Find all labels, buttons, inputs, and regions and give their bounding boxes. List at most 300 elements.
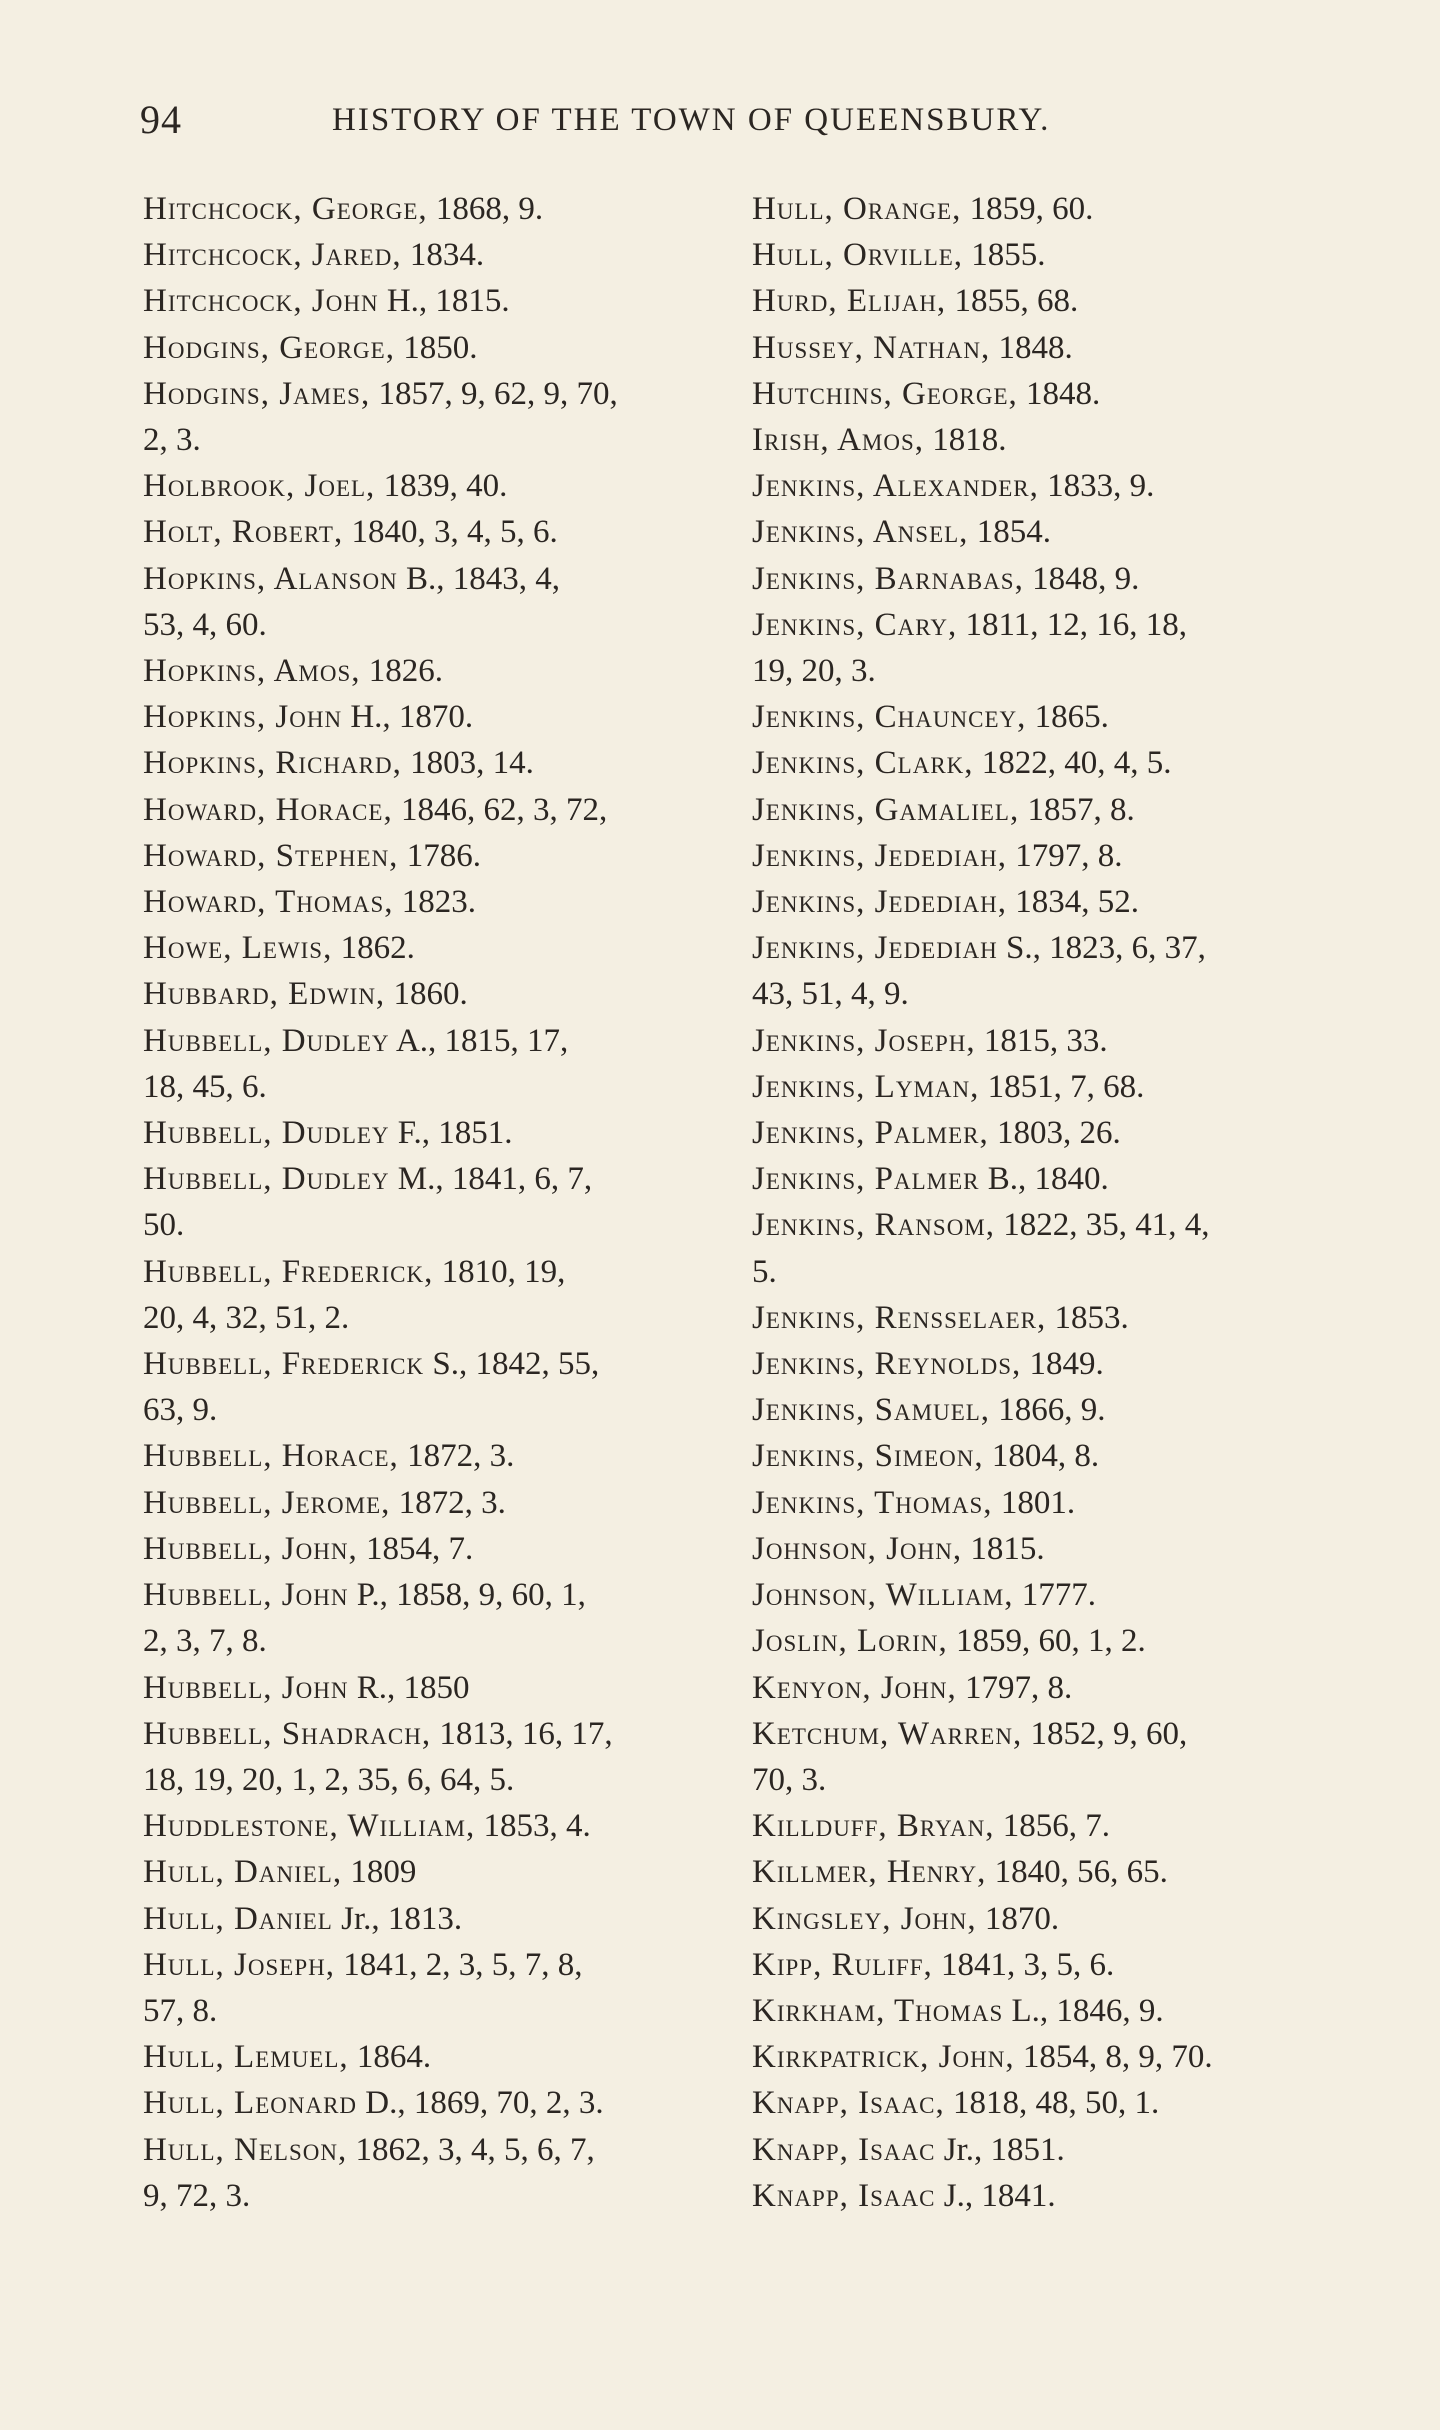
index-entry-years: 1777. xyxy=(1021,1577,1096,1614)
index-entry-first-line xyxy=(752,1018,1352,1064)
index-entry-name: Knapp, Isaac xyxy=(752,2177,936,2214)
index-entry-years: 1870. xyxy=(984,1900,1060,1937)
index-entry-years: 1840, 3, 4, 5, 6. xyxy=(351,514,558,551)
index-entry-years: M., 1841, 6, 7, xyxy=(397,1161,593,1198)
index-entry xyxy=(143,1433,763,1479)
index-entry-continuation xyxy=(752,971,1352,1017)
index-entry-name: Holt, Robert, xyxy=(143,514,344,551)
index-entry xyxy=(143,278,763,324)
index-entry xyxy=(752,1618,1352,1664)
index-entry-name: Ketchum, Warren, xyxy=(752,1715,1023,1752)
index-entry xyxy=(143,556,763,648)
index-entry-first-line xyxy=(752,833,1352,879)
index-entry-years: 1822, 40, 4, 5. xyxy=(981,745,1172,782)
index-entry xyxy=(143,787,763,833)
index-entry-continuation xyxy=(143,1295,763,1341)
index-entry-years: 1848, 9. xyxy=(1032,560,1140,597)
index-entry-first-line xyxy=(752,1896,1352,1942)
index-entry-years: 1804, 8. xyxy=(991,1438,1100,1475)
index-entry-years: 9, 72, 3. xyxy=(143,2177,251,2214)
index-entry-name: Johnson, William, xyxy=(752,1577,1014,1614)
index-entry-first-line xyxy=(752,2080,1352,2126)
index-entry xyxy=(143,2080,763,2126)
index-entry-continuation xyxy=(752,648,1352,694)
index-entry-name: Jenkins, Palmer, xyxy=(752,1115,989,1152)
index-entry-years: 1848. xyxy=(1026,375,1101,412)
index-entry-years: 18, 19, 20, 1, 2, 35, 6, 64, 5. xyxy=(143,1761,515,1798)
index-entry xyxy=(752,1572,1352,1618)
index-entry-first-line xyxy=(752,1665,1352,1711)
index-entry-continuation xyxy=(143,1757,763,1803)
index-entry-years: 1815, 33. xyxy=(983,1022,1108,1059)
index-entry xyxy=(752,1433,1352,1479)
index-entry-years: Jr., 1813. xyxy=(341,1900,463,1937)
index-entry xyxy=(752,509,1352,555)
index-entry-first-line xyxy=(752,1341,1352,1387)
index-entry-years: 1818. xyxy=(932,422,1007,459)
index-entry xyxy=(143,2127,763,2219)
index-entry-name: Hubbell, John xyxy=(143,1669,349,1706)
index-entry-years: 1854. xyxy=(976,514,1051,551)
index-entry-years: 1850. xyxy=(403,329,478,366)
index-entry-name: Jenkins, Alexander, xyxy=(752,468,1039,505)
index-entry-first-line xyxy=(752,1572,1352,1618)
index-entry-name: Holbrook, Joel, xyxy=(143,468,376,505)
index-entry-years: B., 1840. xyxy=(987,1161,1109,1198)
index-entry xyxy=(752,2034,1352,2080)
index-entry-continuation xyxy=(752,1249,1352,1295)
index-entry-first-line xyxy=(143,1665,763,1711)
index-entry-name: Hitchcock, George, xyxy=(143,191,428,227)
index-entry-name: Joslin, Lorin, xyxy=(752,1623,948,1660)
index-entry-name: Howard, Horace, xyxy=(143,791,393,828)
index-entry-years: 19, 20, 3. xyxy=(752,653,876,690)
index-entry-years: 1862. xyxy=(340,930,415,967)
index-entry-first-line xyxy=(143,833,763,879)
index-entry-name: Killmer, Henry, xyxy=(752,1854,987,1891)
index-entry xyxy=(752,1942,1352,1988)
index-entry xyxy=(752,1110,1352,1156)
index-entry-name: Hubbell, John xyxy=(143,1577,349,1614)
index-entry xyxy=(752,1803,1352,1849)
index-entry-years: 1872, 3. xyxy=(407,1438,515,1475)
index-entry-years: 1833, 9. xyxy=(1047,468,1155,505)
index-entry-first-line xyxy=(752,417,1352,463)
index-entry-years: 1822, 35, 41, 4, xyxy=(1003,1207,1210,1244)
index-entry-continuation xyxy=(143,1202,763,1248)
index-entry-name: Hussey, Nathan, xyxy=(752,329,991,366)
index-entry-first-line xyxy=(143,1480,763,1526)
index-entry-first-line xyxy=(752,1156,1352,1202)
index-entry xyxy=(752,1064,1352,1110)
index-entry-years: 1813, 16, 17, xyxy=(439,1715,613,1752)
index-entry-first-line xyxy=(143,2080,763,2126)
index-entry xyxy=(143,694,763,740)
index-entry-first-line xyxy=(752,325,1352,371)
index-entry-first-line xyxy=(752,1433,1352,1479)
index-entry-years: 1803, 26. xyxy=(997,1115,1121,1152)
index-entry-name: Hubbell, Shadrach, xyxy=(143,1715,432,1752)
index-entry-years: S., 1842, 55, xyxy=(432,1346,600,1383)
index-entry-first-line xyxy=(143,2034,763,2080)
index-entry-first-line xyxy=(143,1803,763,1849)
index-entry-first-line xyxy=(143,556,763,602)
index-entry xyxy=(143,1711,763,1803)
index-entry-years: 57, 8. xyxy=(143,1992,218,2029)
index-entry xyxy=(752,1896,1352,1942)
index-entry-years: R., 1850 xyxy=(356,1669,470,1706)
index-entry-years: 1818, 48, 50, 1. xyxy=(952,2085,1160,2122)
index-entry-first-line xyxy=(752,1849,1352,1895)
index-entry xyxy=(752,1387,1352,1433)
index-entry-name: Jenkins, Cary, xyxy=(752,606,958,643)
index-entry-years: 1841, 3, 5, 6. xyxy=(941,1946,1115,1983)
index-entry-name: Jenkins, Barnabas, xyxy=(752,560,1024,597)
index-entry-first-line xyxy=(143,2127,763,2173)
index-entry-first-line xyxy=(143,325,763,371)
index-entry-name: Johnson, John, xyxy=(752,1530,963,1567)
index-entry-years: 50. xyxy=(143,1207,185,1244)
index-entry-years: 1853, 4. xyxy=(483,1808,591,1845)
index-entry xyxy=(143,325,763,371)
index-entry-years: 1865. xyxy=(1034,699,1109,736)
index-entry-first-line xyxy=(143,694,763,740)
index-entry-years: L., 1846, 9. xyxy=(1011,1992,1164,2029)
index-entry-first-line xyxy=(752,232,1352,278)
index-entry-years: 1868, 9. xyxy=(435,191,544,227)
index-entry-name: Huddlestone, William, xyxy=(143,1808,476,1845)
index-entry-continuation xyxy=(143,1387,763,1433)
index-entry-name: Jenkins, Jedediah xyxy=(752,930,998,967)
index-entry-name: Hopkins, Alanson xyxy=(143,560,398,597)
index-entry-first-line xyxy=(143,1942,763,1988)
index-entry xyxy=(752,1018,1352,1064)
index-entry-years: 1853. xyxy=(1054,1299,1129,1336)
index-entry xyxy=(143,1572,763,1664)
index-entry-name: Hodgins, James, xyxy=(143,375,371,412)
index-entry xyxy=(752,602,1352,694)
index-entry-first-line xyxy=(752,556,1352,602)
index-entry-first-line xyxy=(752,1202,1352,1248)
index-entry-first-line xyxy=(143,1526,763,1572)
index-entry xyxy=(143,925,763,971)
index-entry-name: Jenkins, Ransom, xyxy=(752,1207,996,1244)
index-entry xyxy=(143,1896,763,1942)
index-entry-name: Jenkins, Simeon, xyxy=(752,1438,984,1475)
index-column-right xyxy=(752,186,1352,2219)
index-entry-years: 1862, 3, 4, 5, 6, 7, xyxy=(355,2131,595,2168)
index-entry-first-line xyxy=(143,371,763,417)
index-entry-name: Hopkins, John xyxy=(143,699,343,736)
index-entry-years: H., 1815. xyxy=(386,283,510,320)
index-entry-continuation xyxy=(143,1618,763,1664)
index-entry-years: 20, 4, 32, 51, 2. xyxy=(143,1299,350,1336)
index-entry xyxy=(752,1988,1352,2034)
index-entry xyxy=(752,1849,1352,1895)
index-entry-name: Jenkins, Gamaliel, xyxy=(752,791,1020,828)
index-entry-first-line xyxy=(752,1110,1352,1156)
index-entry xyxy=(143,463,763,509)
index-entry-name: Jenkins, Palmer xyxy=(752,1161,980,1198)
index-entry xyxy=(143,833,763,879)
index-entry xyxy=(752,556,1352,602)
index-entry-name: Hitchcock, Jared, xyxy=(143,237,402,274)
index-entry-years: 63, 9. xyxy=(143,1392,218,1429)
index-entry-name: Jenkins, Lyman, xyxy=(752,1068,980,1105)
index-entry xyxy=(143,971,763,1017)
index-entry-first-line xyxy=(752,371,1352,417)
index-entry-years: 1856, 7. xyxy=(1002,1808,1111,1845)
index-entry-years: F., 1851. xyxy=(397,1115,513,1152)
index-entry-years: 1872, 3. xyxy=(398,1484,506,1521)
index-entry-name: Jenkins, Rensselaer, xyxy=(752,1299,1047,1336)
index-entry xyxy=(143,879,763,925)
index-entry xyxy=(752,463,1352,509)
index-entry-name: Hull, Joseph, xyxy=(143,1946,335,1983)
index-entry-years: 1840, 56, 65. xyxy=(994,1854,1168,1891)
index-entry-continuation xyxy=(143,2173,763,2219)
index-entry xyxy=(752,371,1352,417)
index-entry xyxy=(752,833,1352,879)
index-entry-continuation xyxy=(752,1757,1352,1803)
index-entry-years: 1848. xyxy=(998,329,1073,366)
index-entry-name: Knapp, Isaac, xyxy=(752,2085,945,2122)
index-entry-years: 1857, 8. xyxy=(1027,791,1135,828)
index-entry-years: 1855. xyxy=(971,237,1046,274)
index-entry xyxy=(752,1341,1352,1387)
index-entry-years: B., 1843, 4, xyxy=(405,560,560,597)
index-entry xyxy=(752,925,1352,1017)
index-entry xyxy=(143,1156,763,1248)
index-entry-continuation xyxy=(143,417,763,463)
index-entry-years: 1849. xyxy=(1029,1346,1104,1383)
index-entry-years: P., 1858, 9, 60, 1, xyxy=(356,1577,586,1614)
index-entry-first-line xyxy=(143,1711,763,1757)
index-entry xyxy=(752,1526,1352,1572)
index-entry-first-line xyxy=(143,509,763,555)
index-entry-first-line xyxy=(752,602,1352,648)
index-entry-years: Jr., 1851. xyxy=(943,2131,1065,2168)
index-entry-name: Hopkins, Amos, xyxy=(143,653,361,690)
index-entry-first-line xyxy=(752,1295,1352,1341)
index-entry-years: 1797, 8. xyxy=(1015,837,1123,874)
index-entry xyxy=(143,1803,763,1849)
index-entry-name: Hull, Leonard xyxy=(143,2085,358,2122)
index-entry-first-line xyxy=(143,1572,763,1618)
index-entry-years: 5. xyxy=(752,1253,777,1290)
index-entry xyxy=(752,1480,1352,1526)
index-entry-name: Jenkins, Jedediah, xyxy=(752,837,1007,874)
index-entry-years: 1811, 12, 16, 18, xyxy=(965,606,1188,643)
index-entry-first-line xyxy=(143,186,763,232)
index-entry xyxy=(143,232,763,278)
index-entry xyxy=(143,1849,763,1895)
index-entry-first-line xyxy=(752,1526,1352,1572)
index-entry-first-line xyxy=(752,1480,1352,1526)
index-entry xyxy=(143,1249,763,1341)
index-entry-first-line xyxy=(143,1341,763,1387)
index-entry xyxy=(143,1665,763,1711)
index-entry xyxy=(752,2080,1352,2126)
index-entry-years: 43, 51, 4, 9. xyxy=(752,976,909,1013)
index-entry-first-line xyxy=(143,1018,763,1064)
index-entry-name: Kenyon, John, xyxy=(752,1669,957,1706)
index-entry xyxy=(752,879,1352,925)
index-entry-years: 2, 3, 7, 8. xyxy=(143,1623,267,1660)
index-entry-first-line xyxy=(752,2173,1352,2219)
index-entry xyxy=(143,186,763,232)
index-entry-years: 1866, 9. xyxy=(998,1392,1106,1429)
index-entry-years: 18, 45, 6. xyxy=(143,1068,267,1105)
index-entry-years: 1852, 9, 60, xyxy=(1030,1715,1188,1752)
index-entry xyxy=(143,648,763,694)
index-entry-name: Hitchcock, John xyxy=(143,283,379,320)
index-entry-first-line xyxy=(143,232,763,278)
index-entry xyxy=(143,1110,763,1156)
index-entry-years: 53, 4, 60. xyxy=(143,606,267,643)
index-entry-name: Killduff, Bryan, xyxy=(752,1808,995,1845)
index-entry-first-line xyxy=(752,787,1352,833)
index-entry-name: Jenkins, Clark, xyxy=(752,745,974,782)
index-entry xyxy=(752,694,1352,740)
index-entry-years: 1860. xyxy=(393,976,468,1013)
index-entry xyxy=(752,1665,1352,1711)
index-entry-years: 1803, 14. xyxy=(410,745,534,782)
index-entry-first-line xyxy=(752,1711,1352,1757)
index-entry-name: Hull, Nelson, xyxy=(143,2131,348,2168)
index-entry-name: Hubbell, Frederick xyxy=(143,1346,425,1383)
index-entry-name: Hull, Daniel, xyxy=(143,1854,343,1891)
index-entry-name: Jenkins, Jedediah, xyxy=(752,884,1007,921)
index-entry-first-line xyxy=(143,971,763,1017)
index-entry-name: Kirkham, Thomas xyxy=(752,1992,1004,2029)
index-entry-name: Hurd, Elijah, xyxy=(752,283,947,320)
index-entry-first-line xyxy=(143,278,763,324)
index-entry-first-line xyxy=(752,694,1352,740)
index-entry-first-line xyxy=(752,2127,1352,2173)
index-entry-first-line xyxy=(752,1988,1352,2034)
index-entry-name: Howe, Lewis, xyxy=(143,930,333,967)
index-entry-name: Hubbell, Horace, xyxy=(143,1438,399,1475)
index-entry-name: Jenkins, Thomas, xyxy=(752,1484,993,1521)
index-entry-name: Hopkins, Richard, xyxy=(143,745,402,782)
index-entry-years: 1846, 62, 3, 72, xyxy=(400,791,608,828)
index-entry-years: 1810, 19, xyxy=(441,1253,566,1290)
running-title: HISTORY OF THE TOWN OF QUEENSBURY. xyxy=(332,102,1051,138)
index-entry xyxy=(752,1295,1352,1341)
index-entry-first-line xyxy=(143,648,763,694)
index-entry-years: 1864. xyxy=(356,2039,432,2076)
index-entry-first-line xyxy=(752,879,1352,925)
index-entry-years: 1854, 7. xyxy=(365,1530,474,1567)
index-entry xyxy=(143,1942,763,2034)
index-entry-years: 1851, 7, 68. xyxy=(987,1068,1145,1105)
index-entry-years: D., 1869, 70, 2, 3. xyxy=(365,2085,604,2122)
index-entry xyxy=(752,186,1352,232)
index-entry-years: 1841, 2, 3, 5, 7, 8, xyxy=(343,1946,583,1983)
index-entry xyxy=(752,787,1352,833)
index-entry-years: 70, 3. xyxy=(752,1761,827,1798)
index-entry-years: 1854, 8, 9, 70. xyxy=(1022,2039,1213,2076)
index-entry xyxy=(752,2173,1352,2219)
index-entry-name: Hull, Daniel xyxy=(143,1900,333,1937)
index-entry-first-line xyxy=(143,1156,763,1202)
index-entry-years: 1786. xyxy=(406,837,481,874)
index-entry xyxy=(143,2034,763,2080)
index-entry-continuation xyxy=(143,602,763,648)
index-entry-years: 1839, 40. xyxy=(383,468,508,505)
index-entry-name: Jenkins, Samuel, xyxy=(752,1392,991,1429)
index-entry xyxy=(752,325,1352,371)
index-entry-first-line xyxy=(143,1433,763,1479)
index-entry-name: Hubbell, Dudley xyxy=(143,1161,390,1198)
index-entry-name: Irish, Amos, xyxy=(752,422,925,459)
index-entry-first-line xyxy=(752,1942,1352,1988)
index-column-left xyxy=(143,186,763,2219)
index-entry-years: 1823. xyxy=(401,884,477,921)
index-entry xyxy=(143,1018,763,1110)
index-entry-name: Jenkins, Joseph, xyxy=(752,1022,976,1059)
index-entry-first-line xyxy=(752,2034,1352,2080)
index-entry-name: Hull, Lemuel, xyxy=(143,2039,349,2076)
index-entry-name: Kingsley, John, xyxy=(752,1900,977,1937)
index-entry-first-line xyxy=(752,278,1352,324)
index-entry-years: S., 1823, 6, 37, xyxy=(1005,930,1206,967)
index-entry-years: 1797, 8. xyxy=(965,1669,1073,1706)
index-entry-years: 1834, 52. xyxy=(1015,884,1139,921)
index-entry xyxy=(143,1341,763,1433)
index-entry xyxy=(143,1526,763,1572)
index-entry-continuation xyxy=(143,1064,763,1110)
index-entry-first-line xyxy=(752,1803,1352,1849)
index-entry-first-line xyxy=(143,787,763,833)
index-entry-first-line xyxy=(752,509,1352,555)
index-entry xyxy=(752,740,1352,786)
index-entry-name: Hull, Orville, xyxy=(752,237,964,274)
index-entry-years: 1826. xyxy=(368,653,444,690)
index-entry xyxy=(143,509,763,555)
index-entry-first-line xyxy=(143,1896,763,1942)
index-entry xyxy=(143,740,763,786)
index-entry-continuation xyxy=(143,1988,763,2034)
index-entry-first-line xyxy=(752,186,1352,232)
index-entry-name: Jenkins, Chauncey, xyxy=(752,699,1027,736)
index-entry-name: Kirkpatrick, John, xyxy=(752,2039,1015,2076)
index-entry-name: Hull, Orange, xyxy=(752,191,962,227)
index-entry-name: Hubbell, Jerome, xyxy=(143,1484,391,1521)
index-entry-name: Hutchins, George, xyxy=(752,375,1018,412)
index-entry-years: 1801. xyxy=(1000,1484,1076,1521)
index-entry-years: 1809 xyxy=(350,1854,417,1891)
page-header xyxy=(0,96,1440,156)
index-entry-name: Howard, Stephen, xyxy=(143,837,399,874)
index-entry-years: 1834. xyxy=(409,237,485,274)
index-entry-name: Hubbell, Dudley xyxy=(143,1022,390,1059)
index-entry-name: Hubbell, John, xyxy=(143,1530,358,1567)
index-entry-years: A., 1815, 17, xyxy=(395,1022,569,1059)
index-entry-first-line xyxy=(143,879,763,925)
index-entry xyxy=(752,232,1352,278)
index-entry-name: Jenkins, Ansel, xyxy=(752,514,969,551)
index-entry-first-line xyxy=(143,925,763,971)
index-entry-name: Hubbard, Edwin, xyxy=(143,976,386,1013)
index-entry-name: Knapp, Isaac xyxy=(752,2131,936,2168)
index-entry-first-line xyxy=(143,463,763,509)
index-entry xyxy=(752,1156,1352,1202)
index-entry-first-line xyxy=(143,1110,763,1156)
index-entry-first-line xyxy=(752,463,1352,509)
index-entry-first-line xyxy=(143,1849,763,1895)
